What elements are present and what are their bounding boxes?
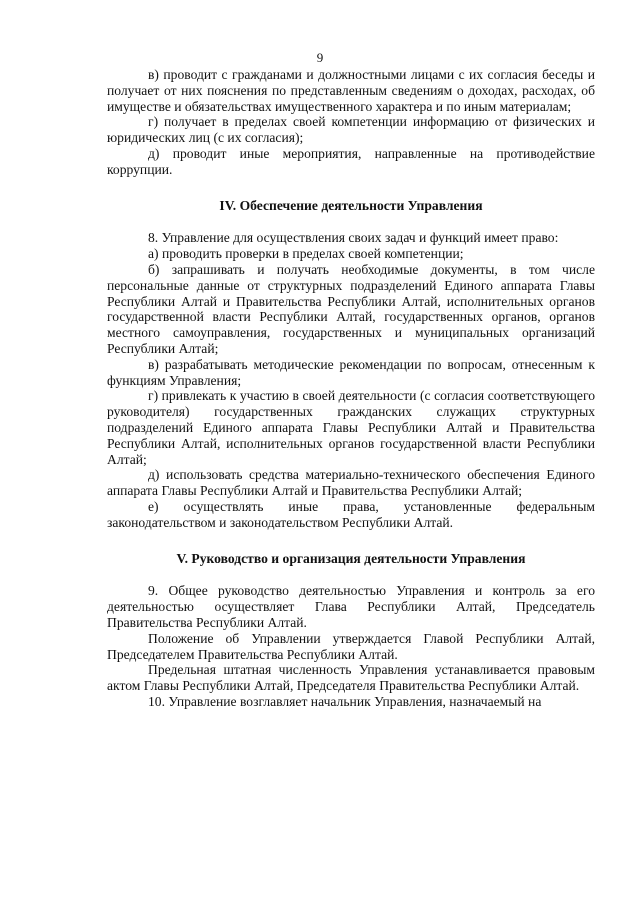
paragraph: 10. Управление возглавляет начальник Управления, назначаемый на [148, 693, 542, 709]
paragraph: г) получает в пределах своей компетенции информацию от физических и юридических лиц (с их согласия); [107, 114, 595, 146]
section-heading: V. Руководство и организация деятельности Управления [176, 550, 526, 566]
paragraph: в) разрабатывать методические рекомендации по вопросам, отнесенным к функциям Управления; [107, 356, 595, 388]
paragraph: д) использовать средства материально-технического обеспечения Единого аппарата Главы Республики Алтай и Правительства Республики Алтай; [107, 467, 595, 499]
paragraph: е) осуществлять иные права, установленные федеральным законодательством и законодательством Республики Алтай. [107, 498, 595, 530]
paragraph: 8. Управление для осуществления своих задач и функций имеет право: [148, 230, 559, 246]
paragraph: а) проводить проверки в пределах своей компетенции; [148, 246, 464, 262]
paragraph: д) проводит иные мероприятия, направленные на противодействие коррупции. [107, 145, 595, 177]
page-number: 9 [316, 50, 324, 65]
section-heading: IV. Обеспечение деятельности Управления [219, 197, 483, 213]
paragraph: г) привлекать к участию в своей деятельности (с согласия соответствующего руководителя) государственных гражданских служащих структурных подразделений Единого аппарата Главы Республики Алтай и Правительства Республики Алтай, исполнительных органов государственной власти Республики Алтай; [107, 388, 595, 467]
paragraph: б) запрашивать и получать необходимые документы, в том числе персональные данные от структурных подразделений Единого аппарата Главы Республики Алтай и Правительства Республики Алтай, исполнительных органов государственной власти Республики Алтай, государственных органов, органов местного самоуправления, государственных и муниципальных организаций Республики Алтай; [107, 261, 595, 356]
paragraph: Предельная штатная численность Управления устанавливается правовым актом Главы Республики Алтай, Председателя Правительства Республики Алтай. [107, 662, 595, 694]
document-body [107, 67, 595, 710]
paragraph: 9. Общее руководство деятельностью Управления и контроль за его деятельностью осуществляет Глава Республики Алтай, Председатель Правительства Республики Алтай. [107, 583, 595, 630]
paragraph: Положение об Управлении утверждается Главой Республики Алтай, Председателем Правительства Республики Алтай. [107, 630, 595, 662]
paragraph: в) проводит с гражданами и должностными лицами с их согласия беседы и получает от них пояснения по представленным сведениям о доходах, расходах, об имуществе и обязательствах имущественного характера и по иным материалам; [107, 67, 595, 114]
